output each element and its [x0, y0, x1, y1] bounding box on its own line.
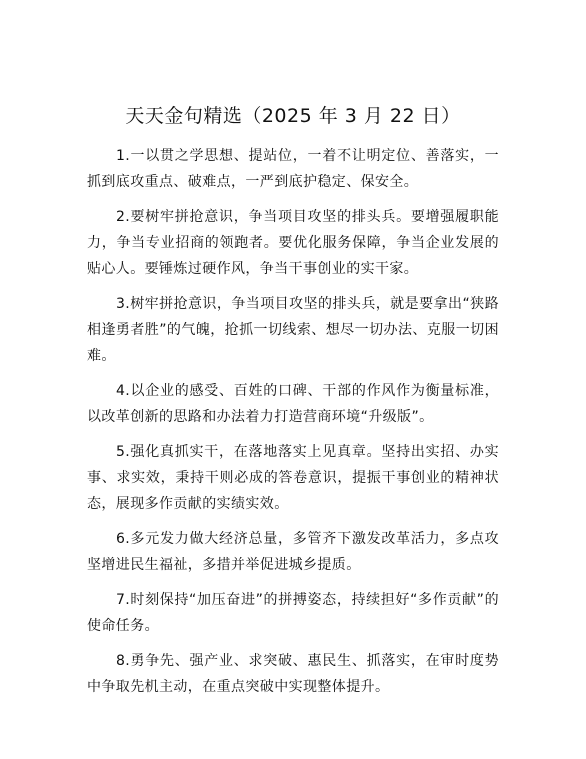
- quote-paragraph-4: 4.以企业的感受、百姓的口碑、干部的作风作为衡量标准，以改革创新的思路和办法着力打造营商环境“升级版”。: [87, 383, 499, 425]
- quote-paragraph-5: 5.强化真抓实干，在落地落实上见真章。坚持出实招、办实事、求实效，秉持干则必成的答卷意识，提振干事创业的精神状态，展现多作贡献的实绩实效。: [87, 444, 499, 512]
- quote-list: [87, 143, 499, 709]
- quote-paragraph-8: 8.勇争先、强产业、求突破、惠民生、抓落实，在审时度势中争取先机主动，在重点突破中实现整体提升。: [87, 653, 499, 695]
- quote-paragraph-3: 3.树牢拼抢意识，争当项目攻坚的排头兵，就是要拿出“狭路相逢勇者胜”的气魄，抢抓一切线索、想尽一切办法、克服一切困难。: [87, 296, 499, 364]
- page-title: 天天金句精选（2025 年 3 月 22 日）: [125, 105, 461, 127]
- quote-paragraph-7: 7.时刻保持“加压奋进”的拼搏姿态，持续担好“多作贡献”的使命任务。: [87, 592, 499, 634]
- quote-paragraph-1: 1.一以贯之学思想、提站位，一着不让明定位、善落实，一抓到底攻重点、破难点，一严到底护稳定、保安全。: [87, 148, 499, 190]
- quote-paragraph-6: 6.多元发力做大经济总量，多管齐下激发改革活力，多点攻坚增进民生福祉，多措并举促进城乡提质。: [87, 531, 499, 573]
- quote-paragraph-2: 2.要树牢拼抢意识，争当项目攻坚的排头兵。要增强履职能力，争当专业招商的领跑者。要优化服务保障，争当企业发展的贴心人。要锤炼过硬作风，争当干事创业的实干家。: [87, 209, 499, 277]
